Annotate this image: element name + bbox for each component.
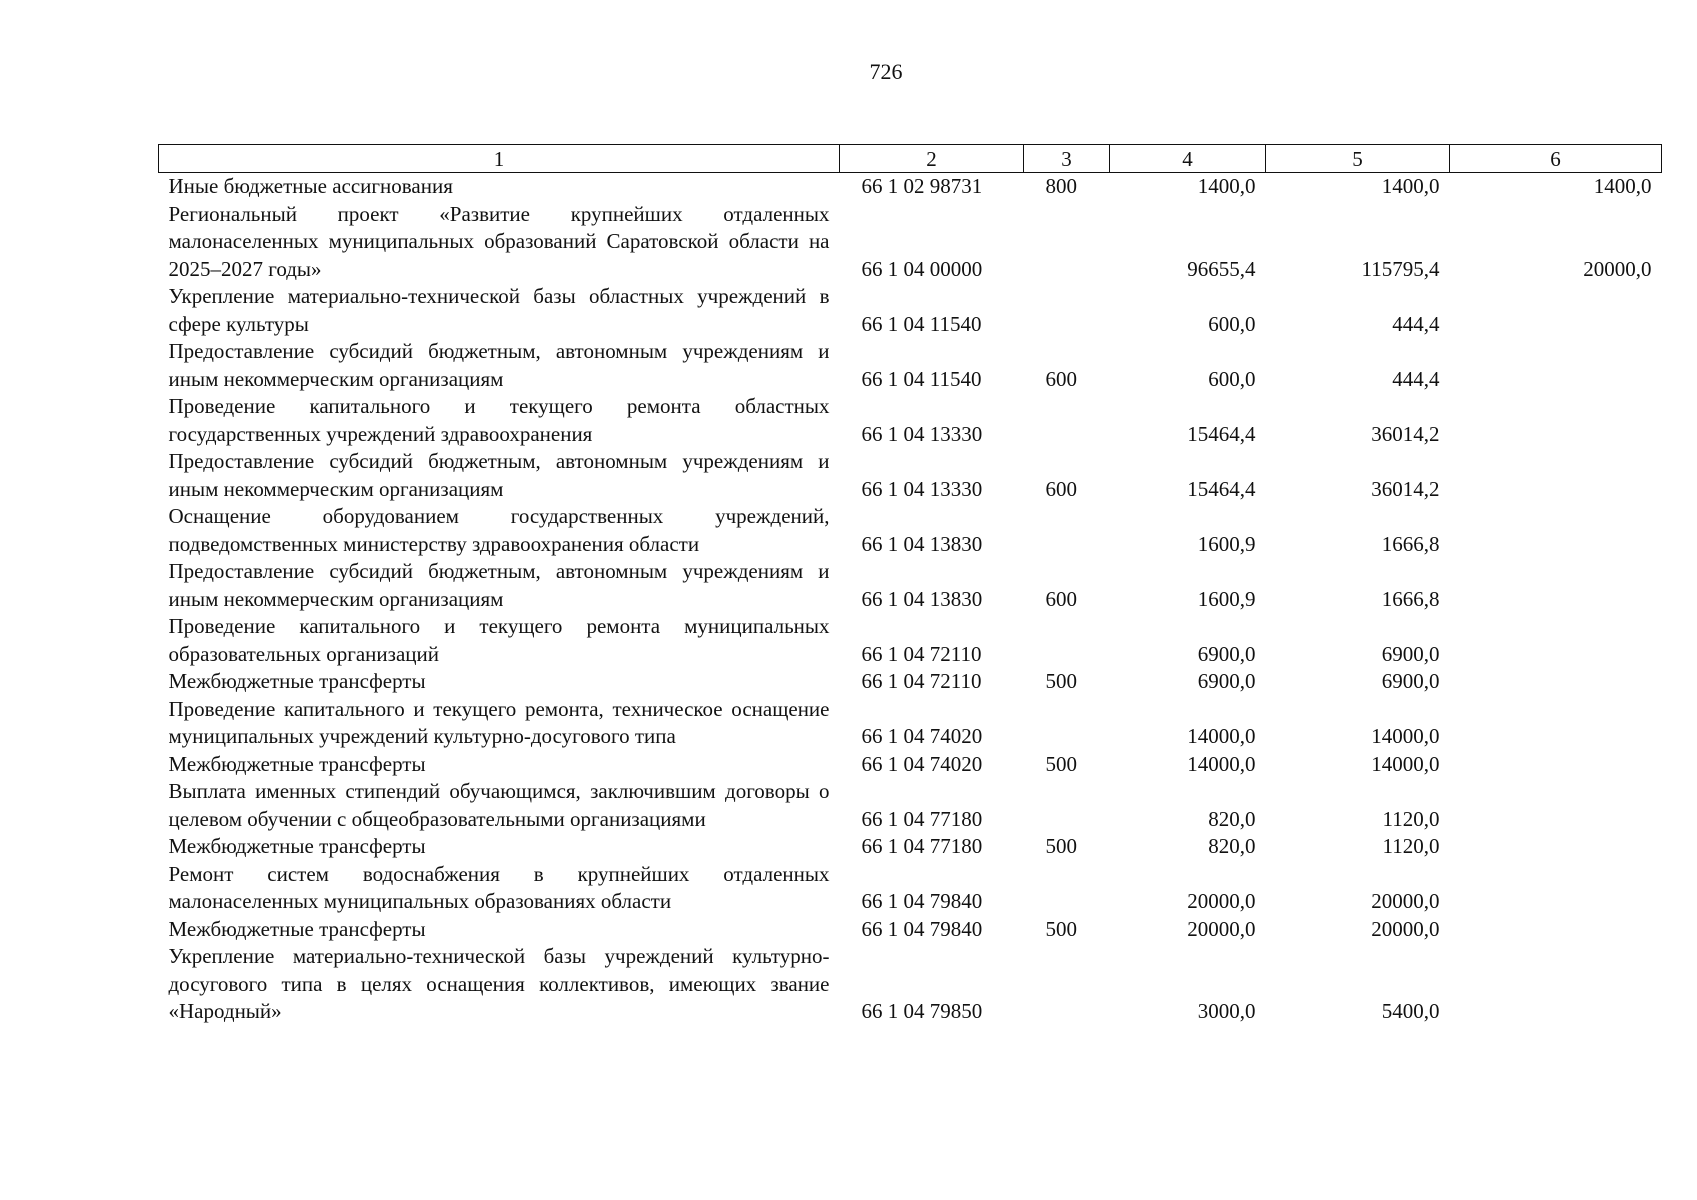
row-value-col6 bbox=[1450, 751, 1662, 779]
row-value-col6 bbox=[1450, 668, 1662, 696]
row-name: Ремонт систем водоснабжения в крупнейших отдаленных малонаселенных муниципальных образованиях области bbox=[168, 861, 830, 913]
row-value-col4: 20000,0 bbox=[1187, 889, 1256, 913]
budget-table bbox=[158, 144, 1662, 1026]
row-value-col5: 14000,0 bbox=[1371, 724, 1440, 748]
row-code: 66 1 04 13330 bbox=[861, 421, 983, 446]
table-row bbox=[159, 696, 1662, 751]
row-value-col6 bbox=[1450, 503, 1662, 558]
row-expense-type: 800 bbox=[1045, 174, 1077, 198]
row-value-col4: 1600,9 bbox=[1197, 531, 1256, 556]
row-code: 66 1 02 98731 bbox=[861, 174, 983, 198]
header-cell: 5 bbox=[1266, 145, 1450, 173]
row-name: Межбюджетные трансферты bbox=[168, 669, 426, 693]
row-value-col6 bbox=[1450, 833, 1662, 861]
row-code: 66 1 04 00000 bbox=[861, 256, 983, 281]
row-value-col4: 600,0 bbox=[1208, 311, 1256, 336]
row-name: Укрепление материально-технической базы областных учреждений в сфере культуры bbox=[168, 284, 830, 336]
row-name: Межбюджетные трансферты bbox=[168, 834, 426, 858]
row-value-col4: 1600,9 bbox=[1197, 586, 1256, 611]
row-value-col6 bbox=[1450, 916, 1662, 944]
row-code: 66 1 04 79850 bbox=[861, 999, 983, 1023]
table-body bbox=[159, 173, 1662, 1026]
row-value-col4: 15464,4 bbox=[1187, 476, 1256, 501]
table-row bbox=[159, 448, 1662, 503]
row-code: 66 1 04 13830 bbox=[861, 531, 983, 556]
row-name: Предоставление субсидий бюджетным, автономным учреждениям и иным некоммерческим организациям bbox=[168, 559, 830, 611]
table-row bbox=[159, 751, 1662, 779]
table-row bbox=[159, 503, 1662, 558]
table-row bbox=[159, 201, 1662, 284]
row-value-col5: 20000,0 bbox=[1371, 889, 1440, 913]
row-value-col4: 3000,0 bbox=[1197, 999, 1256, 1023]
row-name: Межбюджетные трансферты bbox=[168, 916, 426, 941]
row-name: Межбюджетные трансферты bbox=[168, 751, 426, 776]
row-expense-type: 500 bbox=[1045, 751, 1077, 776]
row-value-col6 bbox=[1450, 393, 1662, 448]
row-code: 66 1 04 72110 bbox=[861, 641, 982, 666]
row-value-col5: 444,4 bbox=[1392, 311, 1440, 336]
row-value-col6: 20000,0 bbox=[1583, 256, 1652, 281]
row-expense-type bbox=[1024, 393, 1110, 448]
row-expense-type bbox=[1024, 943, 1110, 1026]
row-value-col5: 5400,0 bbox=[1381, 999, 1440, 1023]
row-value-col6 bbox=[1450, 338, 1662, 393]
row-code: 66 1 04 77180 bbox=[861, 806, 983, 831]
table-row bbox=[159, 778, 1662, 833]
row-code: 66 1 04 11540 bbox=[861, 311, 982, 336]
row-value-col6 bbox=[1450, 283, 1662, 338]
row-name: Иные бюджетные ассигнования bbox=[168, 174, 453, 198]
row-value-col4: 14000,0 bbox=[1187, 751, 1256, 776]
table-row bbox=[159, 173, 1662, 201]
row-value-col6: 1400,0 bbox=[1593, 174, 1652, 198]
row-expense-type bbox=[1024, 201, 1110, 284]
row-expense-type bbox=[1024, 861, 1110, 916]
table-row bbox=[159, 283, 1662, 338]
row-expense-type: 500 bbox=[1045, 834, 1077, 858]
table-row bbox=[159, 393, 1662, 448]
row-value-col5: 1120,0 bbox=[1382, 806, 1440, 831]
row-code: 66 1 04 74020 bbox=[861, 751, 983, 776]
page-number: 726 bbox=[869, 59, 903, 84]
table-row bbox=[159, 338, 1662, 393]
row-value-col6 bbox=[1450, 778, 1662, 833]
row-value-col4: 6900,0 bbox=[1197, 641, 1256, 666]
row-expense-type bbox=[1024, 696, 1110, 751]
row-code: 66 1 04 77180 bbox=[861, 834, 983, 858]
header-cell: 1 bbox=[159, 145, 840, 173]
table-row bbox=[159, 558, 1662, 613]
row-name: Выплата именных стипендий обучающимся, заключившим договоры о целевом обучении с общеобразовательными организациями bbox=[168, 779, 830, 831]
row-code: 66 1 04 13830 bbox=[861, 586, 983, 611]
row-name: Проведение капитального и текущего ремонта областных государственных учреждений здравоохранения bbox=[168, 394, 830, 446]
row-value-col6 bbox=[1450, 448, 1662, 503]
header-cell: 4 bbox=[1110, 145, 1266, 173]
row-value-col4: 600,0 bbox=[1208, 366, 1256, 391]
row-expense-type: 600 bbox=[1045, 476, 1077, 501]
table-row bbox=[159, 943, 1662, 1026]
row-name: Предоставление субсидий бюджетным, автономным учреждениям и иным некоммерческим организациям bbox=[168, 339, 830, 391]
row-value-col5: 1120,0 bbox=[1382, 834, 1440, 858]
row-value-col6 bbox=[1450, 861, 1662, 916]
row-expense-type: 600 bbox=[1045, 586, 1077, 611]
row-code: 66 1 04 74020 bbox=[861, 724, 983, 748]
header-cell: 3 bbox=[1024, 145, 1110, 173]
row-value-col5: 444,4 bbox=[1392, 366, 1440, 391]
table-row bbox=[159, 861, 1662, 916]
row-value-col5: 115795,4 bbox=[1361, 256, 1440, 281]
row-name: Региональный проект «Развитие крупнейших отдаленных малонаселенных муниципальных образований Саратовской области на 2025–2027 годы» bbox=[168, 201, 830, 281]
row-code: 66 1 04 72110 bbox=[861, 669, 982, 693]
table-row bbox=[159, 833, 1662, 861]
row-name: Укрепление материально-технической базы учреждений культурно-досугового типа в целях оснащения коллективов, имеющих звание «Народный» bbox=[168, 944, 830, 1023]
header-row bbox=[159, 145, 1662, 173]
row-name: Оснащение оборудованием государственных учреждений, подведомственных министерству здравоохранения области bbox=[168, 504, 830, 556]
row-value-col4: 96655,4 bbox=[1187, 256, 1256, 281]
row-value-col5: 6900,0 bbox=[1381, 669, 1440, 693]
row-value-col5: 6900,0 bbox=[1381, 641, 1440, 666]
row-code: 66 1 04 79840 bbox=[861, 916, 983, 941]
row-expense-type bbox=[1024, 283, 1110, 338]
row-value-col4: 15464,4 bbox=[1187, 421, 1256, 446]
row-value-col4: 820,0 bbox=[1208, 806, 1256, 831]
table-row bbox=[159, 916, 1662, 944]
row-code: 66 1 04 13330 bbox=[861, 476, 983, 501]
row-value-col4: 820,0 bbox=[1208, 834, 1256, 858]
row-expense-type bbox=[1024, 778, 1110, 833]
table-row bbox=[159, 613, 1662, 668]
row-value-col4: 1400,0 bbox=[1197, 174, 1256, 198]
table-row bbox=[159, 668, 1662, 696]
row-name: Проведение капитального и текущего ремонта муниципальных образовательных организаций bbox=[168, 614, 830, 666]
row-expense-type bbox=[1024, 503, 1110, 558]
row-value-col5: 1666,8 bbox=[1381, 531, 1440, 556]
row-value-col4: 14000,0 bbox=[1187, 724, 1256, 748]
row-value-col5: 1666,8 bbox=[1381, 586, 1440, 611]
row-expense-type: 500 bbox=[1045, 916, 1077, 941]
header-cell: 2 bbox=[840, 145, 1024, 173]
row-expense-type: 500 bbox=[1045, 669, 1077, 693]
row-name: Проведение капитального и текущего ремонта, техническое оснащение муниципальных учреждений культурно-досугового типа bbox=[168, 696, 830, 748]
row-value-col6 bbox=[1450, 696, 1662, 751]
row-code: 66 1 04 11540 bbox=[861, 366, 982, 391]
row-value-col5: 36014,2 bbox=[1371, 476, 1440, 501]
row-value-col4: 20000,0 bbox=[1187, 916, 1256, 941]
row-value-col6 bbox=[1450, 943, 1662, 1026]
row-value-col4: 6900,0 bbox=[1197, 669, 1256, 693]
row-value-col5: 36014,2 bbox=[1371, 421, 1440, 446]
row-expense-type: 600 bbox=[1045, 366, 1077, 391]
row-expense-type bbox=[1024, 613, 1110, 668]
row-name: Предоставление субсидий бюджетным, автономным учреждениям и иным некоммерческим организациям bbox=[168, 449, 830, 501]
row-code: 66 1 04 79840 bbox=[861, 889, 983, 913]
row-value-col5: 14000,0 bbox=[1371, 751, 1440, 776]
row-value-col6 bbox=[1450, 613, 1662, 668]
row-value-col5: 20000,0 bbox=[1371, 916, 1440, 941]
row-value-col5: 1400,0 bbox=[1381, 174, 1440, 198]
row-value-col6 bbox=[1450, 558, 1662, 613]
header-cell: 6 bbox=[1450, 145, 1662, 173]
